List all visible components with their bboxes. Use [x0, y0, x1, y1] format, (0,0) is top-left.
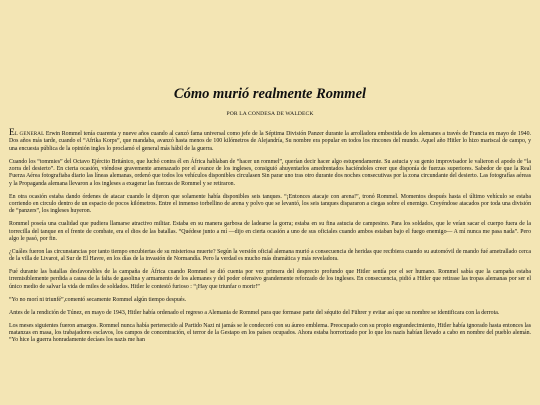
article-body [9, 130, 531, 350]
paragraph-2: Cuando los “tommies” del Octavo Ejército Británico, que luchó contra él en África hablaban de “hacer un rommel”, querían decir hacer algo estupendamente. Su astucia y su genio improvisador le valieron el apodo de “la zorra del desierto”. En cierta ocasión, viéndose gravemente amenazado por el avance de los ingleses, consiguió ahuyentarlos amedrentados haciéndoles creer que disponía de fuerzas superiores. Sabedor de que la Real Fuerza Aérea fotografiaba diario las líneas alemanas, ordenó que todos los vehículos disponibles circulasen Sin parar uno tras otro durante dos noches consecutivas por la zona circundante del desierto. Las fotografías aéreas y la Propaganda alemana llevaron a los ingleses a exagerar las fuerzas de Rommel y se retiraron. [9, 158, 531, 187]
paragraph-8: Antes de la rendición de Túnez, en mayo de 1943, Hitler había ordenado el regreso a Alemania de Rommel para que formase parte del séquito del Führer y evitar así que su nombre se identificara con la derrota. [9, 309, 500, 316]
article-title: Cómo murió realmente Rommel [173, 86, 367, 102]
paragraph-4: Rommel poseía una cualidad que pudiera llamarse atractivo militar. Estaba en su manera garbosa de ladearse la gorra; estaba en su fina astucia de campesino. Para los soldados, que le veían sacar el cuerpo fuera de la torrecilla del tanque en el frente de combate, era el dios de las batallas. “Quédese junto a mí —dijo en cierta ocasión a uno de sus oficiales cuando ambos estaban bajo el fuego enemigo— A mí nunca me pasa nada”. Pero algo le pasó, por fin. [9, 221, 531, 242]
drop-cap: E [9, 128, 15, 138]
paragraph-5: ¿Cuáles fueron las circunstancias por tanto tiempo encubiertas de su misteriosa muerte? Según la versión oficial alemana murió a consecuencia de heridas que recibiera cuando su automóvil de mando fué ametrallado cerca de la villa de Livarot, al Sur de El Havre, en los días de la invasión de Normandía. Pero la verdad es mucho más dramática y más reveladora. [9, 248, 531, 263]
paragraph-3: En otra ocasión estaba dando órdenes de atacar cuando le dijeron que solamente había disponibles seis tanques. “¡Entonces atacaje con arena!”, tronó Rommel. Momentos después hasta el último vehículo se estaba corriendo en circulo dentro de un espacio de pocos kilómetros. Entre el inmenso torbellino de arena y polvo que se levantó, los seis tanques dispararon a ciegas sobre el enemigo. Creyéndose atacados por toda una división de “panzers”, los ingleses huyeron. [9, 193, 531, 215]
paragraph-9: Los meses siguientes fueron amargos. Rommel nunca había pertenecido al Partido Nazi ni jamás se le condecoró con su áureo emblema. Preocupado con su propio engrandecimiento, Hitler había ignorado hasta entonces las matanzas en masa, los trabajadores esclavos, los campos de concentración, el terror de la Gestapo en los países ocupados. Ahora estaba horrorizado por lo que los nazis habían llevado a cabo en nombre del pueblo alemán. “Yo hice la guerra honradamente decíaes los nazis me han [9, 322, 531, 344]
paragraph-1 [9, 130, 531, 153]
paragraph-6: Fué durante las batallas desfavorables de la campaña de África cuando Rommel se dió cuenta por vez primera del desprecio profundo que Hitler sentía por el ser humano. Rommel sabía que la campaña estaba irremisiblemente perdida a causa de la falta de gasolina y armamento de los alemanes y del poder ofensivo grandemente reforzado de los ingleses. En consecuencia, pidió a Hitler que retirase las tropas alemanas por ser el único medio de salvar la vida de miles de soldados. Hitler le contestó furioso : “¡Hay que triunfar o morir!” [9, 269, 531, 290]
small-caps-lead: L GENERAL [14, 131, 46, 137]
paragraph-text: Erwin Rommel tenía cuarenta y nueve años cuando al canzó fama universal como jefe de la Séptima División Panzer durante la arrolladora embestida de los alemanes a través de Francia en mayo de 1940. Dos años más tarde, cuando el “Afrika Korps”, que mandaba, avanzó hasta menos de 100 kilómetros de Alejandría, Su nombre era popular en todos los rincones del mundo. Aquel año Hitler lo hizo mariscal de campo, y una encuesta pública de la opinión ingles lo proclamó el general más hábil de la guerra. [9, 131, 531, 152]
paragraph-7: “Yo no morí ni triunfé”,comentó secamente Rommel algún tiempo después. [9, 296, 187, 303]
article-byline: POR LA CONDESA DE WALDECK [226, 111, 314, 117]
